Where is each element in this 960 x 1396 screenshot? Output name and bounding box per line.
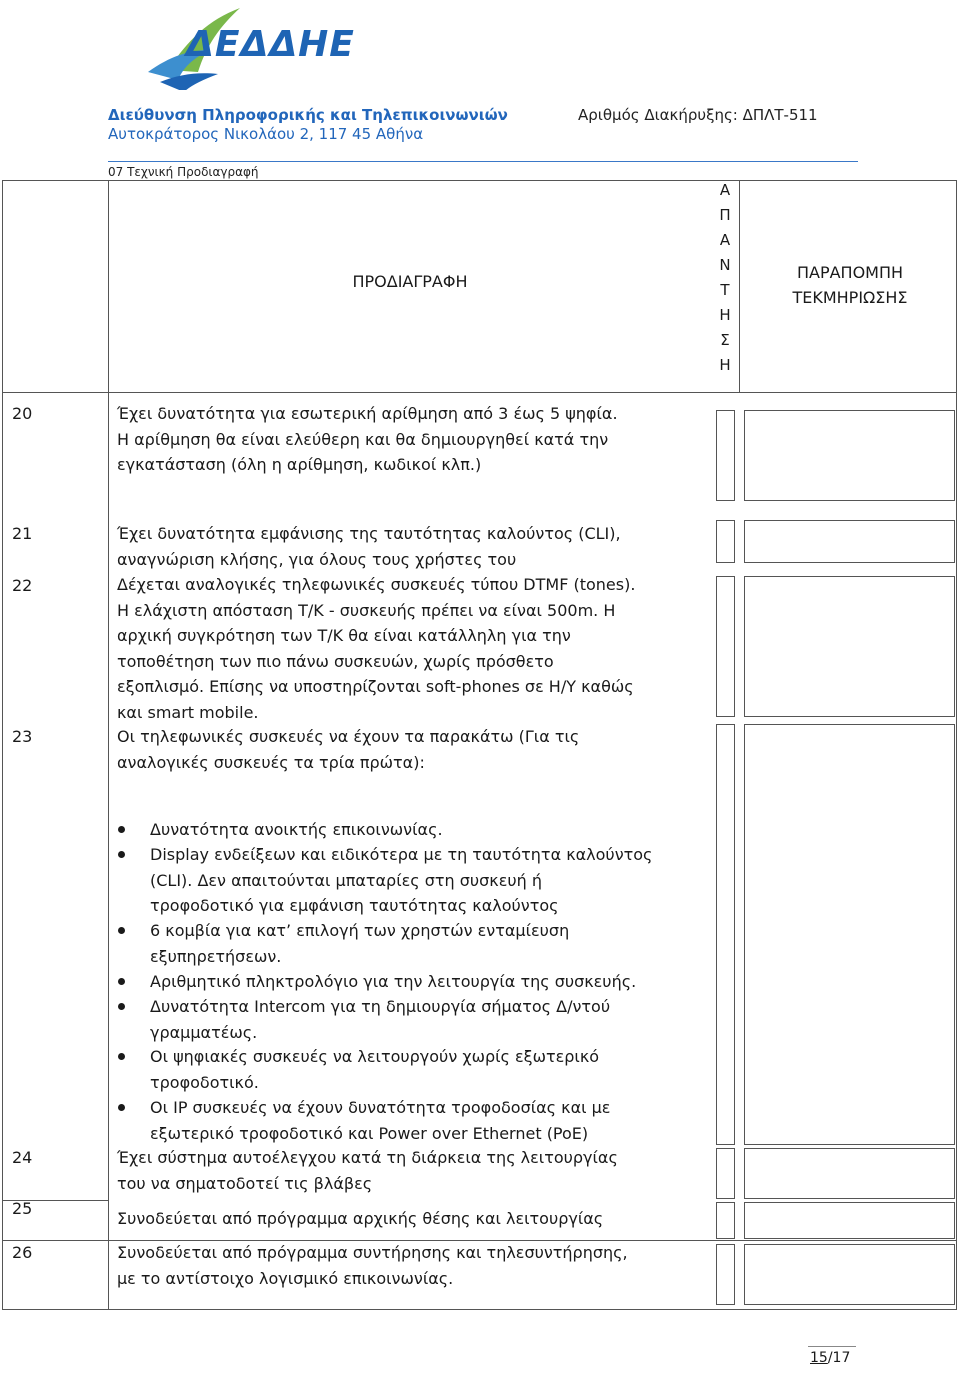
row-line: Έχει σύστημα αυτοέλεγχου κατά τη διάρκεια της λειτουργίας	[117, 1148, 618, 1167]
bullet-line: Δυνατότητα ανοικτής επικοινωνίας.	[150, 820, 443, 839]
row-number: 21	[12, 524, 33, 543]
bullet-line: 6 κομβία για κατ’ επιλογή των χρηστών ενταμίευση	[150, 921, 570, 940]
bullet-item	[150, 918, 710, 969]
bullet-dot	[118, 1104, 125, 1111]
answer-letter: Α	[719, 231, 731, 249]
page-number	[810, 1350, 850, 1366]
row-number: 25	[12, 1199, 33, 1218]
page-current: 15	[810, 1350, 828, 1366]
department-address: Αυτοκράτορος Νικολάου 2, 117 45 Αθήνα	[108, 125, 424, 143]
row-number: 23	[12, 727, 33, 746]
bullet-dot	[118, 978, 125, 985]
answer-letter: Α	[719, 181, 731, 199]
bullet-dot	[118, 1053, 125, 1060]
row-text	[117, 1145, 722, 1196]
bullet-line: εξωτερικό τροφοδοτικό και Power over Ethernet (PoE)	[150, 1123, 589, 1143]
bullet-line: γραμματέως.	[150, 1022, 258, 1042]
answer-letter: Τ	[720, 281, 730, 299]
spec-label: 07 Τεχνική Προδιαγραφή	[108, 165, 259, 179]
row-text	[117, 1240, 722, 1291]
row-line: και smart mobile.	[117, 702, 259, 722]
row-line: Έχει δυνατότητα για εσωτερική αρίθμηση από 3 έως 5 ψηφία.	[117, 404, 618, 423]
row-text	[117, 724, 722, 775]
bullet-dot	[118, 1003, 125, 1010]
bullet-line: Αριθμητικό πληκτρολόγιο για την λειτουργία της συσκευής.	[150, 972, 637, 991]
row-line: του να σηματοδοτεί τις βλάβες	[117, 1173, 373, 1193]
bullet-line: Οι IP συσκευές να έχουν δυνατότητα τροφοδοσίας και με	[150, 1098, 611, 1117]
row-number: 22	[12, 576, 33, 595]
bullet-dot	[118, 851, 125, 858]
row-text	[117, 521, 722, 572]
row-line: αρχική συγκρότηση των Τ/Κ θα είναι κατάλληλη για την	[117, 626, 571, 645]
bullet-item	[150, 969, 710, 995]
answer-letter: Ν	[719, 256, 731, 274]
answer-letter: Η	[719, 306, 731, 324]
row-line: Δέχεται αναλογικές τηλεφωνικές συσκευές τύπου DTMF (tones).	[117, 575, 636, 594]
row-number: 20	[12, 404, 33, 423]
row-text	[117, 401, 722, 478]
bullet-item	[150, 1044, 710, 1095]
row-line: τοποθέτηση των πιο πάνω συσκευών, χωρίς πρόσθετο	[117, 651, 554, 671]
tender-number: Αριθμός Διακήρυξης: ΔΠΛΤ-511	[578, 106, 818, 124]
answer-letter: Η	[719, 356, 731, 374]
bullet-line: Δυνατότητα Intercom για τη δημιουργία σήματος Δ/ντού	[150, 997, 611, 1016]
bullet-line: εξυπηρετήσεων.	[150, 946, 282, 966]
bullet-line: Οι ψηφιακές συσκευές να λειτουργούν χωρίς εξωτερικό	[150, 1047, 600, 1066]
bullet-dot	[118, 927, 125, 934]
row-line: με το αντίστοιχο λογισμικό επικοινωνίας.	[117, 1268, 454, 1288]
row-line: Έχει δυνατότητα εμφάνισης της ταυτότητας καλούντος (CLI),	[117, 524, 621, 543]
bullet-item	[150, 842, 710, 919]
page-total: /17	[827, 1350, 851, 1366]
footer-rule	[808, 1346, 856, 1347]
row-line: εγκατάσταση (όλη η αρίθμηση, κωδικοί κλπ.)	[117, 455, 482, 474]
answer-letter: Π	[719, 206, 731, 224]
bullet-line: (CLI). Δεν απαιτούνται μπαταρίες στη συσκευή ή	[150, 870, 542, 890]
bullet-item	[150, 1095, 710, 1146]
col-header-answer	[713, 178, 737, 378]
row-number: 24	[12, 1148, 33, 1167]
bullet-item	[150, 994, 710, 1045]
row-line: αναγνώριση κλήσης, για όλους τους χρήστες του	[117, 549, 517, 569]
col-header-spec: ΠΡΟΔΙΑΓΡΑΦΗ	[352, 272, 468, 291]
department-name: Διεύθυνση Πληροφορικής και Τηλεπικοινωνιών	[108, 106, 508, 124]
col-header-reference-line2: ΤΕΚΜΗΡΙΩΣΗΣ	[792, 288, 908, 307]
row-line: Οι τηλεφωνικές συσκευές να έχουν τα παρακάτω (Για τις	[117, 727, 580, 746]
col-header-reference	[760, 260, 940, 310]
row-line: Συνοδεύεται από πρόγραμμα αρχικής θέσης και λειτουργίας	[117, 1209, 604, 1228]
logo-text: ΔΕΔΔΗΕ	[186, 24, 355, 65]
bullet-dot	[118, 826, 125, 833]
bullet-line: τροφοδοτικό.	[150, 1072, 259, 1092]
answer-letter: Σ	[720, 331, 730, 349]
row-line: Συνοδεύεται από πρόγραμμα συντήρησης και τηλεσυντήρησης,	[117, 1243, 628, 1262]
row-number: 26	[12, 1243, 33, 1262]
row-text	[117, 572, 722, 725]
col-header-reference-line1: ΠΑΡΑΠΟΜΠΗ	[796, 263, 904, 282]
row-line: Η αρίθμηση θα είναι ελεύθερη και θα δημιουργηθεί κατά την	[117, 429, 609, 449]
bullet-item	[150, 817, 710, 843]
row-line: εξοπλισμό. Επίσης να υποστηρίζονται soft-phones σε Η/Υ καθώς	[117, 677, 634, 696]
row-line: αναλογικές συσκευές τα τρία πρώτα):	[117, 752, 425, 772]
row-line: Η ελάχιστη απόσταση Τ/Κ - συσκευής πρέπει να είναι 500m. Η	[117, 600, 616, 620]
bullet-line: τροφοδοτικό για εμφάνιση ταυτότητας καλούντος	[150, 896, 559, 915]
bullet-line: Display ενδείξεων και ειδικότερα με τη ταυτότητα καλούντος	[150, 845, 653, 864]
row-text	[117, 1206, 722, 1232]
